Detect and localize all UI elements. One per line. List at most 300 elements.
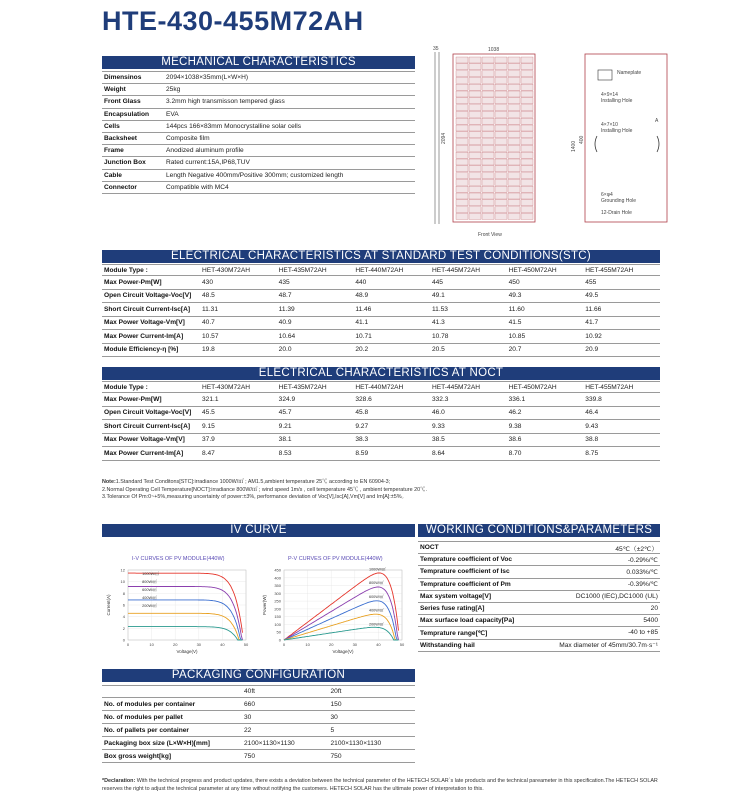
solar-cell: [456, 125, 468, 131]
solar-cell: [508, 105, 520, 111]
solar-cell: [456, 159, 468, 165]
x-axis-label: Voltage(V): [332, 649, 354, 654]
cell-value: 750: [329, 750, 416, 763]
solar-cell: [482, 159, 494, 165]
column-header: 20ft: [329, 686, 416, 698]
solar-cell: [469, 207, 481, 213]
solar-cell: [456, 64, 468, 70]
solar-cell: [521, 105, 533, 111]
solar-cell: [482, 213, 494, 219]
legend-label: 800W/㎡: [368, 581, 384, 586]
cell-value: 2100×1130×1130: [242, 737, 329, 750]
cell-value: 41.3: [430, 316, 507, 330]
row-value: 25kg: [164, 84, 415, 96]
noct-table: [102, 381, 660, 461]
solar-cell: [469, 98, 481, 104]
table-row: [102, 157, 415, 169]
row-label: Cells: [102, 120, 164, 132]
solar-cell: [521, 145, 533, 151]
table-row: [418, 578, 660, 590]
x-axis-label: Voltage(V): [176, 649, 198, 654]
solar-cell: [482, 77, 494, 83]
row-label: Max surface load capacity[Pa]: [418, 615, 536, 627]
solar-cell: [508, 125, 520, 131]
solar-cell: [482, 152, 494, 158]
row-label: No. of modules per container: [102, 698, 242, 711]
row-label: No. of pallets per container: [102, 724, 242, 737]
solar-cell: [508, 77, 520, 83]
legend-label: 800W/㎡: [142, 580, 157, 584]
solar-cell: [456, 200, 468, 206]
cell-grid: [456, 57, 533, 219]
solar-cell: [508, 193, 520, 199]
solar-cell: [482, 71, 494, 77]
solar-cell: [508, 152, 520, 158]
dim-2094: 2094: [441, 132, 447, 144]
cell-value: 9.27: [353, 420, 430, 434]
solar-cell: [495, 84, 507, 90]
table-row: [102, 303, 660, 317]
cell-value: 440: [353, 276, 430, 290]
dim-400: 400: [579, 135, 585, 144]
mechanical-heading: MECHANICAL CHARACTERISTICS: [102, 56, 415, 69]
note-line-2: 2.Normal Operating Cell Temperature[NOCT]:irradiance 800W/㎡ ; wind speed 1m/s , cell temperature 45℃ , ambient temperature 20℃.: [102, 486, 427, 493]
column-header: HET-430M72AH: [200, 382, 277, 393]
row-label: NOCT: [418, 542, 536, 554]
solar-cell: [508, 186, 520, 192]
solar-cell: [456, 111, 468, 117]
solar-cell: [482, 57, 494, 63]
row-label: Series fuse rating[A]: [418, 602, 536, 614]
solar-cell: [469, 166, 481, 172]
row-label: Cable: [102, 169, 164, 181]
row-value: EVA: [164, 108, 415, 120]
row-label: Box gross weight[kg]: [102, 750, 242, 763]
solar-cell: [469, 159, 481, 165]
cell-value: 2100×1130×1130: [329, 737, 416, 750]
solar-cell: [508, 200, 520, 206]
cell-value: 30: [329, 711, 416, 724]
cell-value: 321.1: [200, 393, 277, 407]
table-row: [418, 554, 660, 566]
solar-cell: [456, 179, 468, 185]
row-value: Anodized aluminum profile: [164, 145, 415, 157]
cell-value: 328.6: [353, 393, 430, 407]
solar-cell: [495, 64, 507, 70]
row-label: Short Circuit Current-Isc[A]: [102, 420, 200, 434]
row-value: Compatible with MC4: [164, 181, 415, 193]
solar-cell: [508, 139, 520, 145]
solar-cell: [469, 173, 481, 179]
series-line: [128, 627, 243, 640]
solar-cell: [482, 139, 494, 145]
cell-value: 10.92: [583, 330, 660, 344]
page-title: HTE-430-455M72AH: [102, 6, 364, 36]
solar-cell: [521, 186, 533, 192]
solar-cell: [495, 98, 507, 104]
solar-cell: [469, 186, 481, 192]
y-tick-label: 10: [120, 579, 125, 585]
row-value: 20: [536, 602, 660, 614]
cell-value: 37.9: [200, 433, 277, 447]
table-row: [102, 181, 415, 193]
dim-1400: 1400: [571, 140, 577, 152]
solar-cell: [521, 159, 533, 165]
solar-cell: [521, 71, 533, 77]
row-label: Max Power Voltage-Vm[V]: [102, 433, 200, 447]
cell-value: 20.9: [583, 343, 660, 357]
column-header: HET-455M72AH: [583, 382, 660, 393]
cell-value: 48.5: [200, 289, 277, 303]
solar-cell: [469, 77, 481, 83]
cell-value: 8.70: [507, 447, 584, 461]
row-value: -0.29%/℃: [536, 554, 660, 566]
solar-cell: [495, 132, 507, 138]
table-row: [102, 120, 415, 132]
solar-cell: [482, 166, 494, 172]
x-tick-label: 10: [149, 642, 154, 647]
mechanical-table: [102, 71, 415, 194]
column-header: HET-450M72AH: [507, 265, 584, 276]
solar-cell: [521, 207, 533, 213]
cell-value: 19.8: [200, 343, 277, 357]
row-label: Temprature range[℃]: [418, 627, 536, 639]
solar-cell: [482, 111, 494, 117]
cell-value: 20.0: [277, 343, 354, 357]
solar-cell: [456, 145, 468, 151]
table-row: [418, 566, 660, 578]
row-label: Max Power-Pm[W]: [102, 393, 200, 407]
hole3-spec: 6×φ4: [601, 192, 613, 198]
solar-cell: [495, 186, 507, 192]
table-row: [102, 169, 415, 181]
row-value: 45℃（±2℃）: [536, 542, 660, 554]
legend-label: 600W/㎡: [368, 594, 384, 599]
solar-cell: [469, 111, 481, 117]
cell-value: 46.4: [583, 406, 660, 420]
row-value: DC1000 (IEC),DC1000 (UL): [536, 590, 660, 602]
table-row: [102, 84, 415, 96]
solar-cell: [469, 71, 481, 77]
table-header-row: [102, 382, 660, 393]
hole2-label: Installing Hole: [601, 128, 633, 134]
solar-cell: [456, 139, 468, 145]
hole3-label: Grounding Hole: [601, 198, 637, 204]
table-row: [102, 289, 660, 303]
solar-cell: [482, 173, 494, 179]
row-label: Connector: [102, 181, 164, 193]
y-tick-label: 250: [274, 598, 281, 604]
table-row: [102, 108, 415, 120]
table-row: [102, 724, 415, 737]
cell-value: 9.15: [200, 420, 277, 434]
table-row: [102, 393, 660, 407]
row-label: Withstanding hail: [418, 639, 536, 651]
solar-cell: [469, 118, 481, 124]
y-tick-label: 50: [276, 629, 281, 635]
cell-value: 49.3: [507, 289, 584, 303]
x-tick-label: 20: [172, 642, 178, 647]
solar-cell: [469, 200, 481, 206]
solar-cell: [482, 200, 494, 206]
solar-cell: [508, 111, 520, 117]
solar-cell: [521, 125, 533, 131]
cell-value: 9.21: [277, 420, 354, 434]
hole1-label: Installing Hole: [601, 98, 633, 104]
solar-cell: [521, 98, 533, 104]
row-label: Short Circuit Current-Isc[A]: [102, 303, 200, 317]
section-a: A: [655, 118, 659, 124]
header-label: [102, 686, 242, 698]
row-value: 5400: [536, 615, 660, 627]
row-value: 144pcs 166×83mm Monocrystalline solar cells: [164, 120, 415, 132]
cell-value: 339.8: [583, 393, 660, 407]
solar-cell: [508, 179, 520, 185]
iv-heading: IV CURVE: [102, 524, 415, 537]
solar-cell: [469, 105, 481, 111]
row-label: Dimensinos: [102, 72, 164, 84]
solar-cell: [469, 84, 481, 90]
solar-cell: [521, 193, 533, 199]
cell-value: 45.7: [277, 406, 354, 420]
solar-cell: [495, 71, 507, 77]
row-value: Length Negative 400mm/Positive 300mm; customized length: [164, 169, 415, 181]
solar-cell: [521, 213, 533, 219]
table-row: [102, 343, 660, 357]
cell-value: 11.31: [200, 303, 277, 317]
column-header: HET-430M72AH: [200, 265, 277, 276]
column-header: HET-435M72AH: [277, 382, 354, 393]
cell-value: 750: [242, 750, 329, 763]
cell-value: 10.57: [200, 330, 277, 344]
cell-value: 324.9: [277, 393, 354, 407]
solar-cell: [521, 173, 533, 179]
table-row: [102, 447, 660, 461]
y-tick-label: 8: [122, 590, 125, 596]
cell-value: 41.7: [583, 316, 660, 330]
row-label: Module Efficiency-η [%]: [102, 343, 200, 357]
solar-cell: [508, 207, 520, 213]
x-tick-label: 30: [352, 642, 358, 647]
x-tick-label: 50: [243, 642, 249, 647]
solar-cell: [495, 105, 507, 111]
x-tick-label: 30: [196, 642, 202, 647]
row-label: Max Power Voltage-Vm[V]: [102, 316, 200, 330]
cell-value: 9.33: [430, 420, 507, 434]
solar-cell: [469, 193, 481, 199]
solar-cell: [508, 71, 520, 77]
column-header: HET-440M72AH: [353, 382, 430, 393]
cell-value: 11.60: [507, 303, 584, 317]
solar-cell: [469, 213, 481, 219]
y-tick-label: 2: [122, 625, 125, 631]
x-tick-label: 40: [220, 642, 225, 647]
x-tick-label: 40: [376, 642, 381, 647]
column-header: HET-435M72AH: [277, 265, 354, 276]
cell-value: 22: [242, 724, 329, 737]
table-row: [102, 72, 415, 84]
solar-cell: [495, 118, 507, 124]
cell-value: 40.7: [200, 316, 277, 330]
packaging-table: [102, 685, 415, 763]
solar-cell: [521, 91, 533, 97]
solar-cell: [469, 125, 481, 131]
solar-cell: [469, 91, 481, 97]
cell-value: 450: [507, 276, 584, 290]
row-value: Max diameter of 45mm/30.7m·s⁻¹: [536, 639, 660, 651]
cell-value: 41.5: [507, 316, 584, 330]
cell-value: 336.1: [507, 393, 584, 407]
row-label: Open Circuit Voltage-Voc[V]: [102, 406, 200, 420]
table-row: [418, 542, 660, 554]
table-row: [102, 330, 660, 344]
cell-value: 20.5: [430, 343, 507, 357]
pv-chart: [258, 552, 418, 656]
cell-value: 48.7: [277, 289, 354, 303]
solar-cell: [482, 193, 494, 199]
solar-cell: [495, 193, 507, 199]
solar-cell: [521, 84, 533, 90]
solar-cell: [521, 152, 533, 158]
solar-cell: [456, 105, 468, 111]
solar-cell: [469, 64, 481, 70]
solar-cell: [508, 132, 520, 138]
cell-value: 48.9: [353, 289, 430, 303]
solar-cell: [469, 145, 481, 151]
solar-cell: [456, 71, 468, 77]
solar-cell: [521, 118, 533, 124]
solar-cell: [482, 132, 494, 138]
legend-label: 400W/㎡: [368, 608, 384, 613]
solar-cell: [495, 173, 507, 179]
solar-cell: [495, 166, 507, 172]
row-label: Front Glass: [102, 96, 164, 108]
solar-cell: [456, 152, 468, 158]
row-label: Open Circuit Voltage-Voc[V]: [102, 289, 200, 303]
table-header-row: [102, 265, 660, 276]
cell-value: 38.1: [277, 433, 354, 447]
legend-label: 600W/㎡: [142, 588, 157, 592]
solar-cell: [456, 57, 468, 63]
cell-value: 49.5: [583, 289, 660, 303]
table-row: [102, 316, 660, 330]
solar-cell: [495, 77, 507, 83]
row-value: 2094×1038×35mm(L×W×H): [164, 72, 415, 84]
column-header: HET-440M72AH: [353, 265, 430, 276]
solar-cell: [508, 213, 520, 219]
row-label: Frame: [102, 145, 164, 157]
row-value: 3.2mm high transmisson tempered glass: [164, 96, 415, 108]
cell-value: 46.2: [507, 406, 584, 420]
solar-cell: [456, 91, 468, 97]
solar-cell: [495, 179, 507, 185]
noct-heading: ELECTRICAL CHARACTERISTICS AT NOCT: [102, 367, 660, 380]
solar-cell: [482, 98, 494, 104]
cell-value: 9.38: [507, 420, 584, 434]
legend-label: 200W/㎡: [142, 604, 157, 608]
column-header: HET-445M72AH: [430, 265, 507, 276]
working-table: [418, 541, 660, 652]
x-tick-label: 0: [282, 642, 286, 647]
cell-value: 9.43: [583, 420, 660, 434]
row-label: Temprature coefficient of Pm: [418, 578, 536, 590]
solar-cell: [508, 57, 520, 63]
y-tick-label: 200: [274, 606, 281, 612]
table-row: [102, 145, 415, 157]
row-label: Packaging box size (L×W×H)[mm]: [102, 737, 242, 750]
dim-1038: 1038: [488, 47, 500, 53]
cell-value: 11.46: [353, 303, 430, 317]
cell-value: 430: [200, 276, 277, 290]
cell-value: 11.39: [277, 303, 354, 317]
solar-cell: [521, 64, 533, 70]
cell-value: 38.8: [583, 433, 660, 447]
table-row: [102, 96, 415, 108]
row-label: Temprature coefficient of Voc: [418, 554, 536, 566]
solar-cell: [521, 179, 533, 185]
nameplate-label: Nameplate: [617, 70, 642, 76]
x-tick-label: 10: [305, 642, 310, 647]
cell-value: 46.0: [430, 406, 507, 420]
solar-cell: [482, 118, 494, 124]
cell-value: 10.78: [430, 330, 507, 344]
solar-cell: [508, 145, 520, 151]
cell-value: 8.59: [353, 447, 430, 461]
table-row: [418, 602, 660, 614]
table-row: [102, 737, 415, 750]
cell-value: 11.53: [430, 303, 507, 317]
solar-cell: [469, 139, 481, 145]
y-tick-label: 100: [274, 621, 281, 627]
row-label: Weight: [102, 84, 164, 96]
cell-value: 8.64: [430, 447, 507, 461]
table-row: [418, 627, 660, 639]
row-value: Rated current:15A,IP68,TUV: [164, 157, 415, 169]
table-row: [102, 698, 415, 711]
solar-cell: [521, 57, 533, 63]
y-tick-label: 150: [274, 614, 281, 620]
solar-cell: [521, 132, 533, 138]
legend-label: 200W/㎡: [368, 622, 384, 627]
cell-value: 49.1: [430, 289, 507, 303]
working-heading: WORKING CONDITIONS&PARAMETERS: [418, 524, 660, 537]
table-row: [102, 420, 660, 434]
solar-cell: [482, 91, 494, 97]
stc-heading: ELECTRICAL CHARACTERISTICS AT STANDARD TEST CONDITIONS(STC): [102, 250, 660, 263]
row-value: 0.033%/℃: [536, 566, 660, 578]
solar-cell: [482, 84, 494, 90]
stc-table: [102, 264, 660, 357]
notes-label: Note:: [102, 479, 116, 485]
column-header: HET-455M72AH: [583, 265, 660, 276]
solar-cell: [495, 125, 507, 131]
cell-value: 20.2: [353, 343, 430, 357]
cell-value: 38.3: [353, 433, 430, 447]
solar-cell: [495, 139, 507, 145]
series-line: [284, 601, 399, 640]
solar-cell: [495, 207, 507, 213]
solar-cell: [508, 159, 520, 165]
y-axis-label: Power(W): [262, 595, 267, 615]
legend-label: 1000W/㎡: [368, 567, 386, 572]
cell-value: 40.9: [277, 316, 354, 330]
solar-cell: [495, 213, 507, 219]
declaration: [102, 777, 662, 793]
notes: [102, 479, 662, 502]
y-tick-label: 350: [274, 583, 281, 589]
y-axis-label: Current(A): [106, 594, 111, 616]
row-label: Junction Box: [102, 157, 164, 169]
